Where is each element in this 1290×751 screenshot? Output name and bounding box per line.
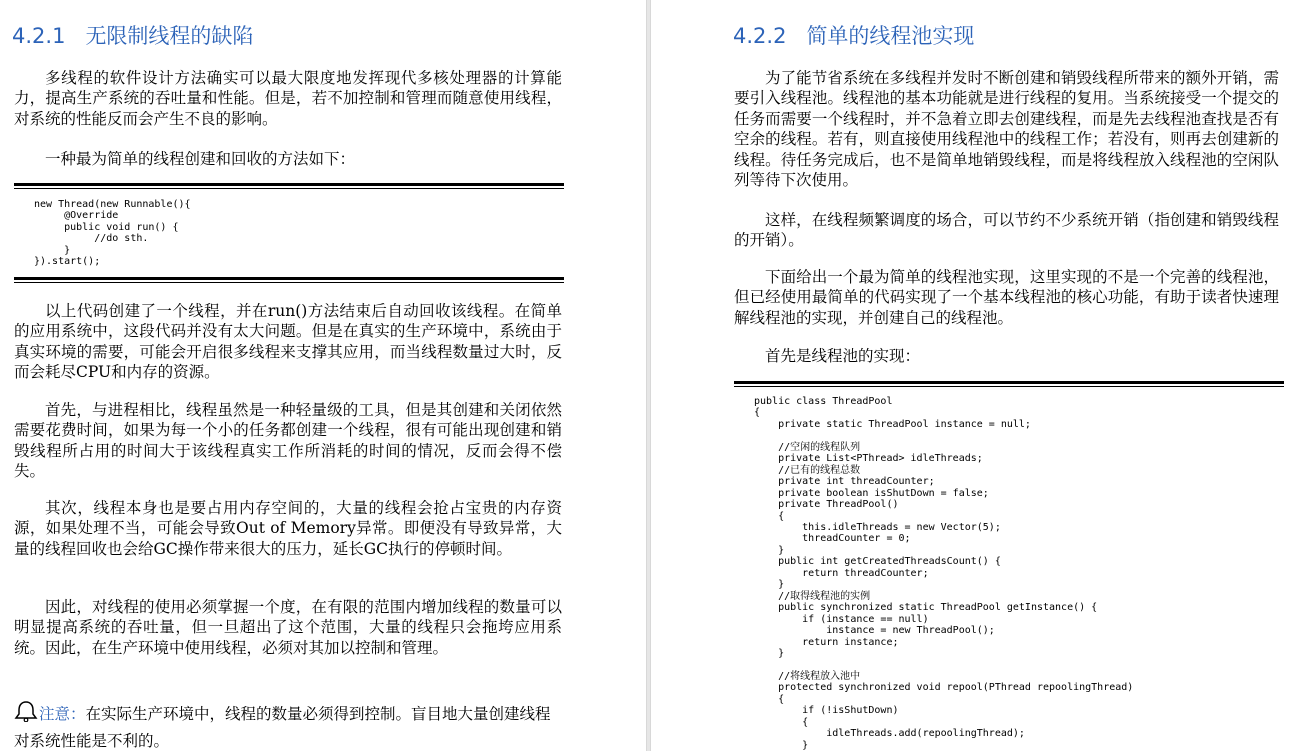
- note-box: [14, 700, 562, 751]
- section-heading-4-2-1: [12, 20, 253, 50]
- heading-title: 无限制线程的缺陷: [85, 24, 254, 48]
- paragraph: 多线程的软件设计方法确实可以最大限度地发挥现代多核处理器的计算能力，提高生产系统的吞吐量和性能。但是，若不加控制和管理而随意使用线程，对系统的性能反而会产生不良的影响。: [14, 69, 562, 128]
- paragraph: 以上代码创建了一个线程，并在run()方法结束后自动回收该线程。在简单的应用系统中，这段代码并没有太大问题。但是在真实的生产环境中，系统由于真实环境的需要，可能会开启很多线程来支撑其应用，而当线程数量过大时，反而会耗尽CPU和内存的资源。: [14, 302, 562, 382]
- paragraph: 这样，在线程频繁调度的场合，可以节约不少系统开销（指创建和销毁线程的开销）。: [734, 211, 1279, 250]
- heading-number: 4.2.1: [12, 24, 66, 48]
- note-text: 在实际生产环境中，线程的数量必须得到控制。盲目地大量创建线程对系统性能是不利的。: [14, 705, 551, 750]
- note-label: 注意：: [39, 705, 86, 723]
- bell-icon: [14, 700, 38, 729]
- code-bottom-rule: [14, 277, 564, 280]
- section-heading-4-2-2: [733, 20, 974, 50]
- code-block: public class ThreadPool { private static ThreadPool instance = null; //空闲的线程队列 private List<PThread> idleThreads; //已有的线程总数 private int threadCounter; private boolean isShutDown = false; private ThreadPool() { this.idleThreads = new Vector(5); threadCounter = 0; } public int getCreatedThreadsCount() { return threadCounter; } //取得线程池的实例 public synchronized static ThreadPool getInstance() { if (instance == null) instance = new ThreadPool(); return instance; } //将线程放入池中 protected synchronized void repool(PThread repoolingThread) { if (!isShutDown) { idleThreads.add(repoolingThread); }: [754, 396, 1134, 751]
- paragraph: 为了能节省系统在多线程并发时不断创建和销毁线程所带来的额外开销，需要引入线程池。线程池的基本功能就是进行线程的复用。当系统接受一个提交的任务而需要一个线程时，并不急着立即去创建线程，而是先去线程池查找是否有空余的线程。若有，则直接使用线程池中的线程工作；若没有，则再去创建新的线程。待任务完成后，也不是简单地销毁线程，而是将线程放入线程池的空闲队列等待下次使用。: [734, 69, 1279, 190]
- paragraph: 下面给出一个最为简单的线程池实现，这里实现的不是一个完善的线程池，但已经使用最简单的代码实现了一个基本线程池的核心功能，有助于读者快速理解线程池的实现，并创建自己的线程池。: [734, 268, 1279, 327]
- paragraph: 其次，线程本身也是要占用内存空间的，大量的线程会抢占宝贵的内存资源，如果处理不当，可能会导致Out of Memory异常。即便没有导致异常，大量的线程回收也会给GC操作带来很大的压力，延长GC执行的停顿时间。: [14, 499, 562, 558]
- code-top-rule: [14, 183, 564, 186]
- paragraph: 因此，对线程的使用必须掌握一个度，在有限的范围内增加线程的数量可以明显提高系统的吞吐量，但一旦超出了这个范围，大量的线程只会拖垮应用系统。因此，在生产环境中使用线程，必须对其加以控制和管理。: [14, 598, 562, 657]
- paragraph: 一种最为简单的线程创建和回收的方法如下：: [45, 150, 356, 168]
- code-block: new Thread(new Runnable(){ @Override public void run() { //do sth. } }).start();: [34, 199, 191, 268]
- heading-number: 4.2.2: [733, 24, 787, 48]
- code-top-rule: [734, 381, 1284, 384]
- paragraph: 首先是线程池的实现：: [765, 347, 921, 365]
- right-page: [651, 0, 1290, 751]
- heading-title: 简单的线程池实现: [806, 24, 975, 48]
- paragraph: 首先，与进程相比，线程虽然是一种轻量级的工具，但是其创建和关闭依然需要花费时间，如果为每一个小的任务都创建一个线程，很有可能出现创建和销毁线程所占用的时间大于该线程真实工作所消耗的时间的情况，反而会得不偿失。: [14, 401, 562, 481]
